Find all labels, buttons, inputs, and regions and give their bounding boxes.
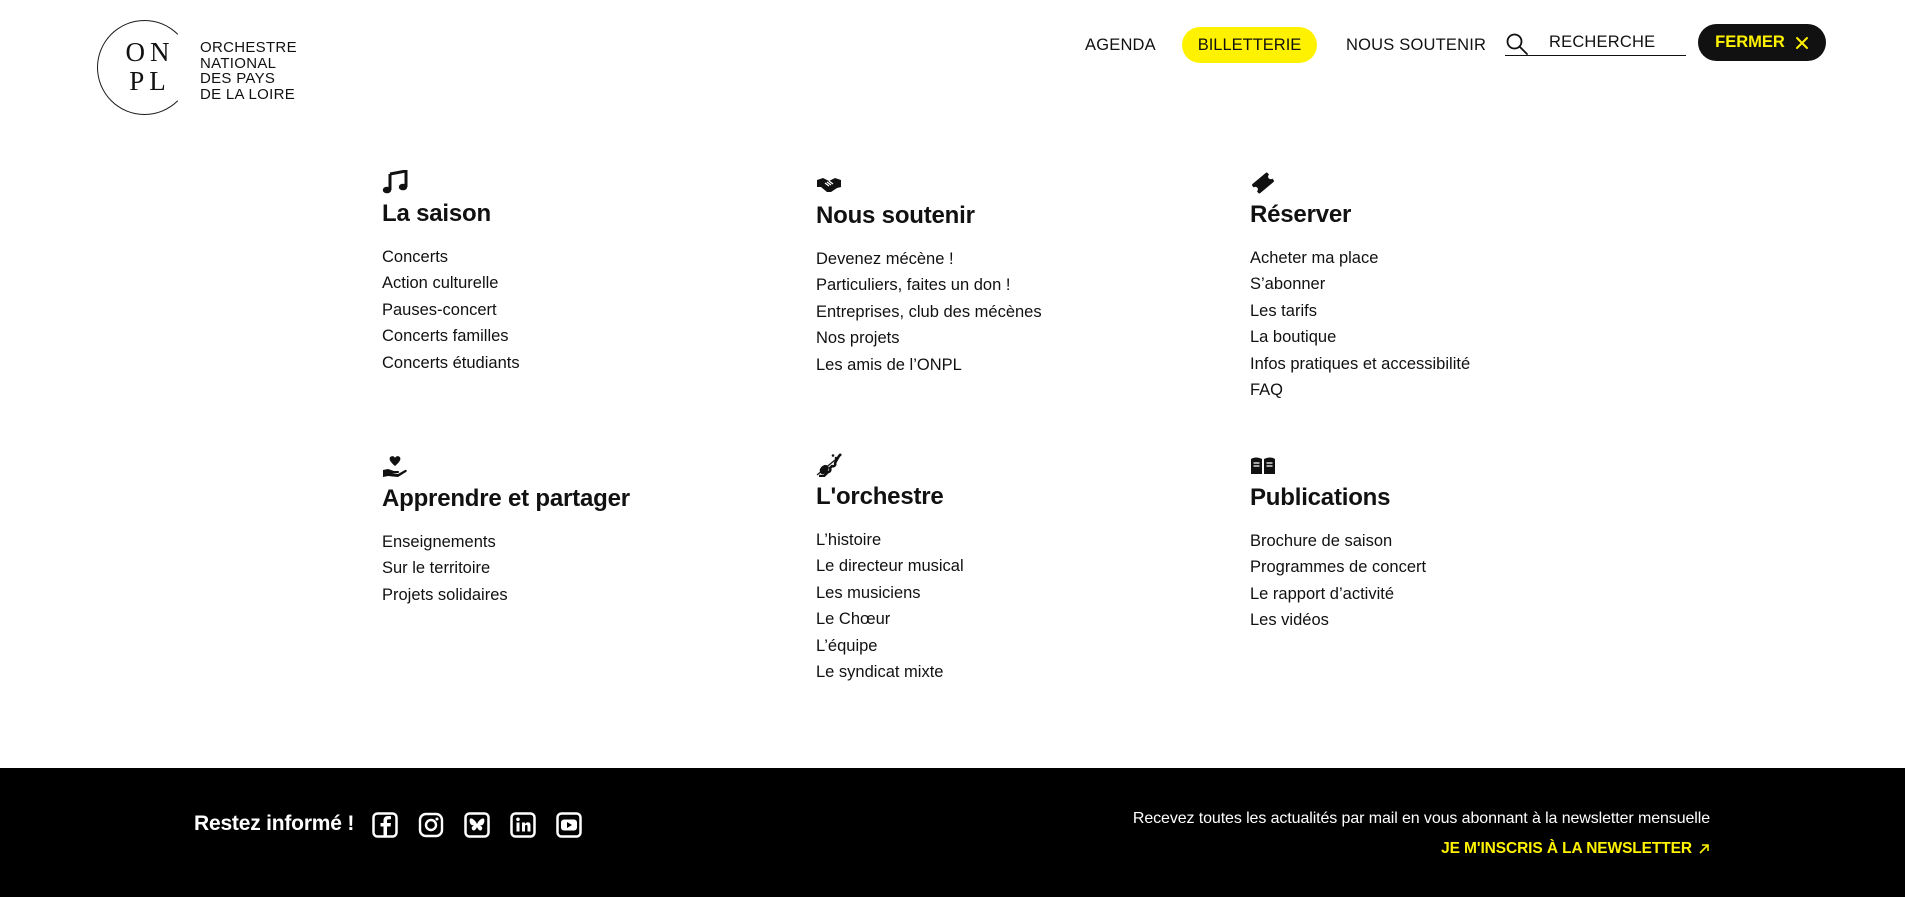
menu-link[interactable]: Projets solidaires — [382, 585, 508, 604]
menu-link[interactable]: Concerts étudiants — [382, 353, 520, 372]
menu-link[interactable]: Le directeur musical — [816, 557, 964, 576]
menu-section-reserver — [1250, 171, 1630, 403]
newsletter-link[interactable] — [1441, 840, 1710, 858]
ticket-icon — [1250, 171, 1276, 195]
handshake-icon — [816, 172, 842, 196]
search-input[interactable] — [1505, 28, 1686, 56]
menu-section-publications — [1250, 454, 1630, 634]
menu-link[interactable]: Devenez mécène ! — [816, 250, 954, 268]
fermer-label: FERMER — [1715, 33, 1785, 51]
menu-link[interactable]: Acheter ma place — [1250, 249, 1379, 267]
menu-link[interactable]: Sur le territoire — [382, 559, 491, 578]
newsletter-text: Recevez toutes les actualités par mail en vous abonnant à la newsletter mensuelle — [1132, 810, 1710, 827]
logo-line-3: DES PAYS — [200, 70, 276, 87]
menu-link[interactable]: Le rapport d’activité — [1250, 584, 1394, 603]
music-note-icon — [382, 170, 408, 194]
menu-section-la-saison — [382, 170, 762, 376]
menu-link[interactable]: Entreprises, club des mécènes — [816, 302, 1042, 321]
menu-section-nous-soutenir — [816, 172, 1196, 378]
section-title[interactable]: Publications — [1250, 484, 1391, 511]
menu-link[interactable]: Programmes de concert — [1250, 558, 1427, 577]
close-icon — [1795, 36, 1809, 50]
logo-wordmark — [200, 40, 297, 102]
logo-line-4: DE LA LOIRE — [200, 85, 296, 103]
linkedin-icon[interactable] — [510, 812, 536, 838]
menu-link[interactable]: Particuliers, faites un don ! — [816, 276, 1011, 295]
section-title[interactable]: L'orchestre — [816, 483, 944, 510]
logo-monogram — [119, 38, 181, 96]
menu-link[interactable]: Les amis de l’ONPL — [816, 355, 962, 374]
menu-link[interactable]: Pauses-concert — [382, 300, 497, 319]
menu-link[interactable]: Le Chœur — [816, 610, 891, 629]
onpl-logo[interactable] — [97, 19, 307, 117]
menu-link[interactable]: Concerts — [382, 248, 449, 266]
menu-section-apprendre-et-partager — [382, 455, 762, 608]
logo-line-2: NATIONAL — [200, 54, 277, 72]
footer-title: Restez informé ! — [194, 812, 355, 835]
billetterie-button[interactable]: BILLETTERIE — [1182, 27, 1317, 63]
menu-link[interactable]: Enseignements — [382, 533, 496, 551]
search-placeholder: RECHERCHE — [1549, 33, 1656, 51]
bluesky-icon[interactable] — [464, 812, 490, 838]
menu-link[interactable]: Les musiciens — [816, 583, 921, 602]
violin-icon — [816, 453, 842, 477]
menu-section-l-orchestre — [816, 453, 1196, 685]
section-title[interactable]: Apprendre et partager — [382, 485, 630, 512]
hand-heart-icon — [382, 455, 408, 479]
menu-link[interactable]: Les tarifs — [1250, 301, 1317, 320]
menu-link[interactable]: L’équipe — [816, 636, 878, 655]
menu-link[interactable]: La boutique — [1250, 328, 1337, 347]
logo-monogram-bottom: PL — [129, 66, 171, 96]
open-book-icon — [1250, 454, 1276, 478]
youtube-icon[interactable] — [556, 812, 582, 838]
menu-link[interactable]: Les vidéos — [1250, 611, 1329, 630]
fermer-button[interactable] — [1698, 24, 1826, 61]
social-links — [372, 812, 582, 838]
facebook-icon[interactable] — [372, 812, 398, 838]
footer — [0, 768, 1905, 897]
nav-nous-soutenir[interactable]: NOUS SOUTENIR — [1346, 36, 1487, 54]
instagram-icon[interactable] — [418, 812, 444, 838]
menu-link[interactable]: Concerts familles — [382, 327, 509, 346]
menu-link[interactable]: Brochure de saison — [1250, 532, 1393, 550]
menu-link[interactable]: Nos projets — [816, 329, 900, 348]
menu-link[interactable]: Infos pratiques et accessibilité — [1250, 354, 1471, 373]
logo-line-1: ORCHESTRE — [200, 39, 297, 56]
section-title[interactable]: Réserver — [1250, 201, 1352, 228]
menu-link[interactable]: Le syndicat mixte — [816, 663, 944, 682]
menu-link[interactable]: Action culturelle — [382, 274, 499, 293]
search-icon — [1505, 32, 1529, 56]
menu-link[interactable]: S’abonner — [1250, 275, 1326, 294]
section-title[interactable]: Nous soutenir — [816, 202, 975, 229]
newsletter-link-label: JE M'INSCRIS À LA NEWSLETTER — [1441, 840, 1692, 857]
menu-link[interactable]: FAQ — [1250, 381, 1284, 400]
menu-link[interactable]: L’histoire — [816, 531, 882, 549]
section-title[interactable]: La saison — [382, 200, 491, 227]
logo-monogram-top: ON — [125, 37, 175, 67]
nav-agenda[interactable]: AGENDA — [1085, 36, 1156, 54]
arrow-up-right-icon — [1698, 843, 1710, 855]
